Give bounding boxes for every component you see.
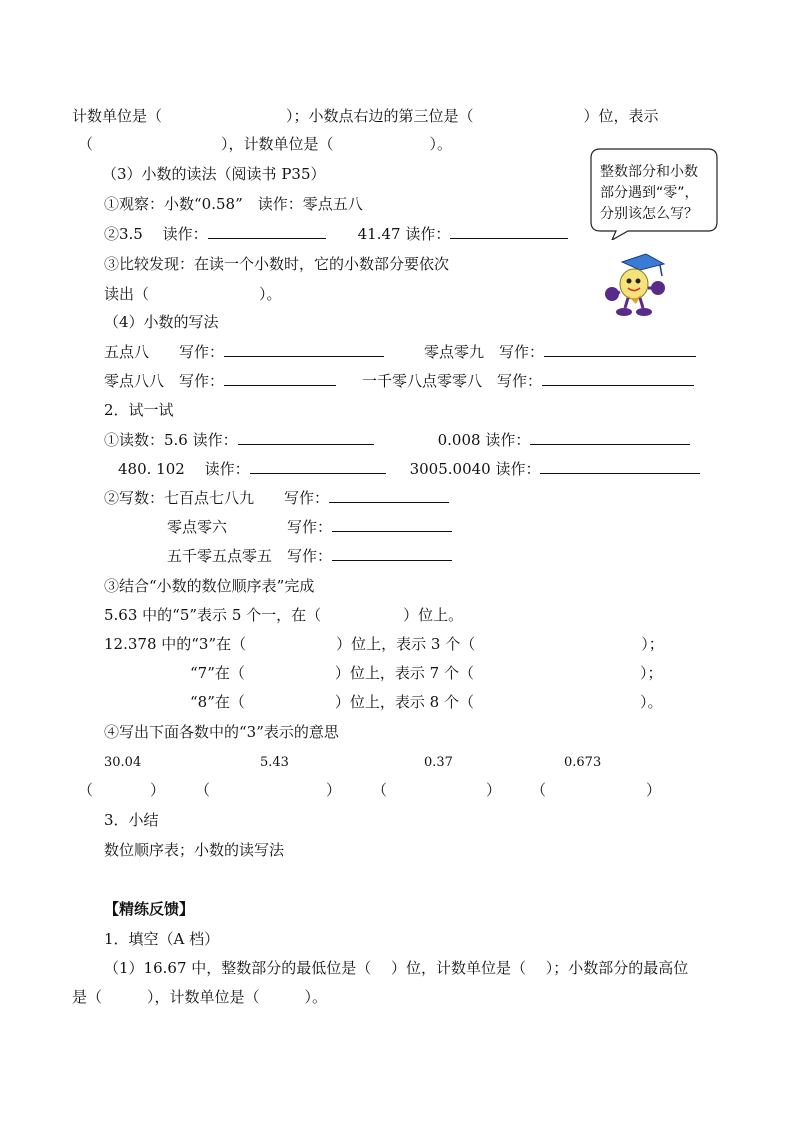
number-label: 0.37 [424, 755, 453, 770]
text-line: 是（ ），计数单位是（ ）。 [72, 988, 328, 1006]
text-line: 零点八八 写作： 一千零八点零零八 写作： [104, 371, 694, 391]
answer-blank[interactable] [238, 430, 374, 445]
text-line: ①读数：5.6 读作： 0.008 读作： [104, 430, 690, 450]
answer-blank[interactable] [544, 342, 696, 357]
text-line: 五千零五点零五 写作： [167, 546, 452, 566]
answer-blank[interactable] [329, 488, 449, 503]
bubble-text: 整数部分和小数 部分遇到“零”， 分别该怎么写？ [600, 164, 699, 222]
section-title: 3．小结 [104, 811, 159, 829]
text-line: ③比较发现：在读一个小数时，它的小数部分要依次 [104, 255, 450, 273]
text-line: “8”在（ ）位上，表示 8 个（ ）。 [190, 693, 663, 711]
text-line: 五点八 写作： 零点零九 写作： [104, 342, 696, 362]
answer-blank[interactable] [224, 371, 336, 386]
answer-blank[interactable] [540, 459, 700, 474]
answer-blank[interactable] [224, 342, 384, 357]
text-line: 零点零六 写作： [167, 517, 452, 537]
number-label: 30.04 [104, 755, 142, 770]
text-line: 计数单位是（ ）；小数点右边的第三位是（ ）位，表示 [72, 107, 659, 125]
section-title: 2．试一试 [104, 401, 174, 419]
text-line: ②3.5 读作： 41.47 读作： [104, 224, 568, 244]
text-line: ④写出下面各数中的“3”表示的意思 [104, 723, 339, 741]
answer-blank[interactable] [542, 371, 694, 386]
text-line: 1．填空（A 档） [104, 930, 220, 948]
section-heading: 【精练反馈】 [104, 900, 195, 918]
text-line: ①观察：小数“0.58” 读作：零点五八 [104, 195, 363, 213]
paren-open: （ [78, 781, 94, 799]
answer-blank[interactable] [530, 430, 690, 445]
text-line: （ ），计数单位是（ ）。 [78, 135, 453, 153]
answer-blank[interactable] [208, 224, 326, 239]
text-line: 读出（ ）。 [104, 285, 282, 303]
text-line: 数位顺序表；小数的读写法 [104, 841, 285, 859]
answer-blank[interactable] [250, 459, 386, 474]
answer-blank[interactable] [450, 224, 568, 239]
answer-blank[interactable] [332, 546, 452, 561]
text-line: （1）16.67 中，整数部分的最低位是（ ）位，计数单位是（ ）；小数部分的最高位 [104, 959, 689, 977]
paren-close: ） [486, 781, 502, 799]
paren-open: （ [531, 781, 547, 799]
text-line: ②写数：七百点七八九 写作： [104, 488, 449, 508]
section-title: （3）小数的读法（阅读书 P35） [102, 165, 326, 183]
text-line: 5.63 中的“5”表示 5 个一，在（ ）位上。 [104, 606, 464, 624]
paren-open: （ [195, 781, 211, 799]
number-label: 0.673 [564, 755, 602, 770]
answer-blank[interactable] [332, 517, 452, 532]
section-title: （4）小数的写法 [104, 313, 219, 331]
number-label: 5.43 [260, 755, 289, 770]
mascot-character-icon [600, 252, 670, 318]
paren-close: ） [326, 781, 342, 799]
text-line: 12.378 中的“3”在（ ）位上，表示 3 个（ ）； [104, 635, 664, 653]
text-line: “7”在（ ）位上，表示 7 个（ ）； [190, 664, 663, 682]
text-line: ③结合“小数的数位顺序表”完成 [104, 577, 315, 595]
paren-close: ） [150, 781, 166, 799]
paren-close: ） [646, 781, 662, 799]
paren-open: （ [372, 781, 388, 799]
text-line: 480. 102 读作： 3005.0040 读作： [118, 459, 700, 479]
